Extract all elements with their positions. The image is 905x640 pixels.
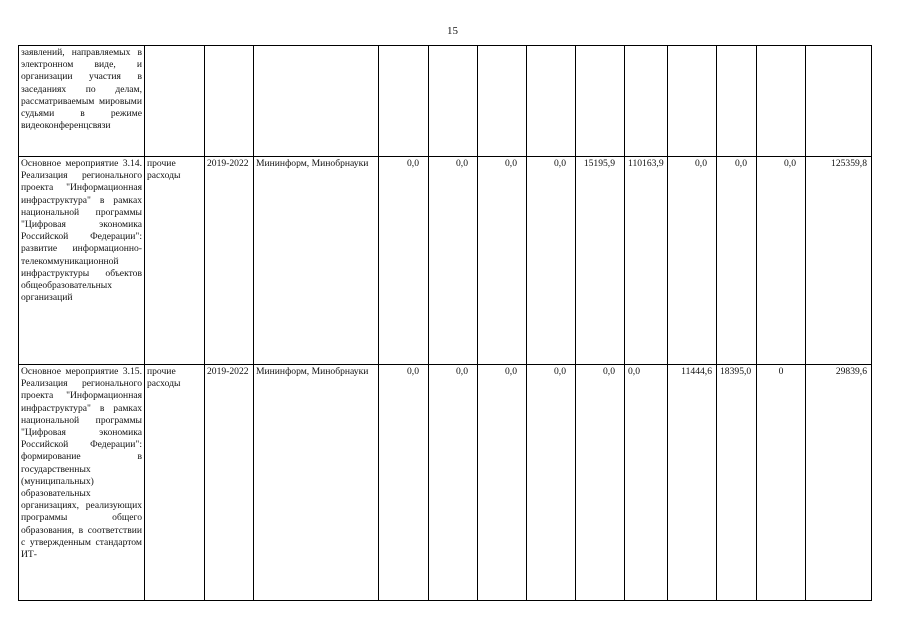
expense-type-cell: прочие расходы <box>145 157 205 365</box>
value-cell: 0,0 <box>379 365 429 601</box>
value-cell: 0,0 <box>527 365 576 601</box>
value-cell: 18395,0 <box>717 365 757 601</box>
executor-cell: Мининформ, Минобрнауки <box>254 365 379 601</box>
value-cell: 110163,9 <box>625 157 668 365</box>
value-cell <box>625 46 668 157</box>
value-cell: 0,0 <box>668 157 717 365</box>
total-cell: 29839,6 <box>806 365 872 601</box>
value-cell <box>429 46 478 157</box>
value-cell: 0,0 <box>478 157 527 365</box>
value-cell <box>668 46 717 157</box>
expense-type-cell: прочие расходы <box>145 365 205 601</box>
budget-table <box>18 45 872 601</box>
value-cell <box>527 46 576 157</box>
value-cell <box>576 46 625 157</box>
value-cell: 0,0 <box>429 157 478 365</box>
value-cell: 15195,9 <box>576 157 625 365</box>
value-cell <box>717 46 757 157</box>
value-cell: 0,0 <box>717 157 757 365</box>
value-cell <box>757 46 806 157</box>
value-cell: 0,0 <box>429 365 478 601</box>
period-cell: 2019-2022 <box>205 365 254 601</box>
table-row <box>19 365 872 601</box>
value-cell: 0,0 <box>576 365 625 601</box>
expense-type-cell <box>145 46 205 157</box>
description-cell: заявлений, направляемых в электронном виде, и организации участия в заседаниях по делам, рассматриваемым мировыми судьями в режиме видеоконференцсвязи <box>19 46 145 157</box>
value-cell: 0,0 <box>757 157 806 365</box>
value-cell: 11444,6 <box>668 365 717 601</box>
value-cell: 0 <box>757 365 806 601</box>
description-cell: Основное мероприятие 3.14. Реализация регионального проекта "Информационная инфраструктура" в рамках национальной программы "Цифровая экономика Российской Федерации": развитие информационно-телекоммуникационной инфраструктуры объектов общеобразовательных организаций <box>19 157 145 365</box>
page-number: 15 <box>447 25 458 37</box>
value-cell: 0,0 <box>478 365 527 601</box>
table-row <box>19 157 872 365</box>
value-cell: 0,0 <box>527 157 576 365</box>
value-cell <box>478 46 527 157</box>
value-cell: 0,0 <box>625 365 668 601</box>
table-row <box>19 46 872 157</box>
total-cell <box>806 46 872 157</box>
executor-cell: Мининформ, Минобрнауки <box>254 157 379 365</box>
total-cell: 125359,8 <box>806 157 872 365</box>
executor-cell <box>254 46 379 157</box>
value-cell: 0,0 <box>379 157 429 365</box>
period-cell: 2019-2022 <box>205 157 254 365</box>
value-cell <box>379 46 429 157</box>
period-cell <box>205 46 254 157</box>
description-cell: Основное мероприятие 3.15. Реализация регионального проекта "Информационная инфраструктура" в рамках национальной программы "Цифровая экономика Российской Федерации": формирование в государственных (муниципальных) образовательных организациях, реализующих программы общего образования, в соответствии с утвержденным стандартом ИТ- <box>19 365 145 601</box>
